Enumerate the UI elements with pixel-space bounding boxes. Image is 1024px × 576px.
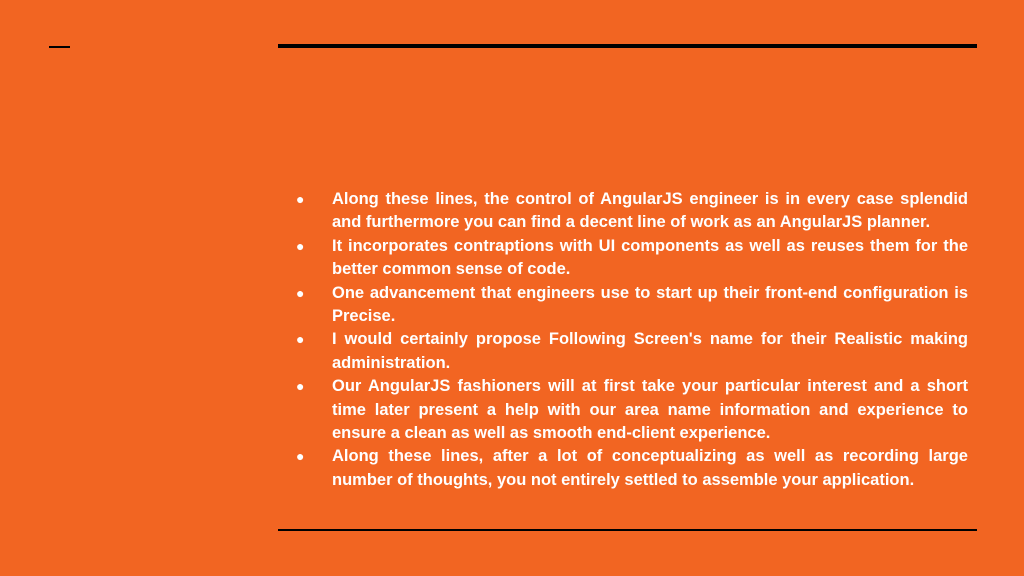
bullet-text: I would certainly propose Following Screen's name for their Realistic making administration. [332,330,968,372]
corner-dash-decoration [49,46,70,48]
bullet-item [296,445,968,492]
bullet-item [296,328,968,375]
bullet-dot-icon: ● [296,378,305,395]
bullet-list [296,188,968,492]
bullet-item [296,235,968,282]
bullet-text: Along these lines, after a lot of conceptualizing as well as recording large number of thoughts, you not entirely settled to assemble your application. [332,447,968,489]
bottom-rule [278,529,977,531]
slide-body [296,188,968,492]
bullet-item [296,282,968,329]
bullet-dot-icon: ● [296,237,305,254]
bullet-text: Along these lines, the control of AngularJS engineer is in every case splendid and furthermore you can find a decent line of work as an AngularJS planner. [332,190,968,232]
bullet-text: It incorporates contraptions with UI components as well as reuses them for the better common sense of code. [332,236,968,279]
top-rule [278,44,977,48]
bullet-dot-icon: ● [296,448,305,465]
bullet-item [296,188,968,235]
bullet-text: Our AngularJS fashioners will at first take your particular interest and a short time later present a help with our area name information and experience to ensure a clean as well as smooth end-client experience. [332,377,968,443]
bullet-dot-icon: ● [296,331,305,348]
bullet-dot-icon: ● [296,284,305,301]
bullet-text: One advancement that engineers use to start up their front-end configuration is Precise. [332,283,968,326]
bullet-item [296,375,968,445]
bullet-dot-icon: ● [296,191,305,207]
